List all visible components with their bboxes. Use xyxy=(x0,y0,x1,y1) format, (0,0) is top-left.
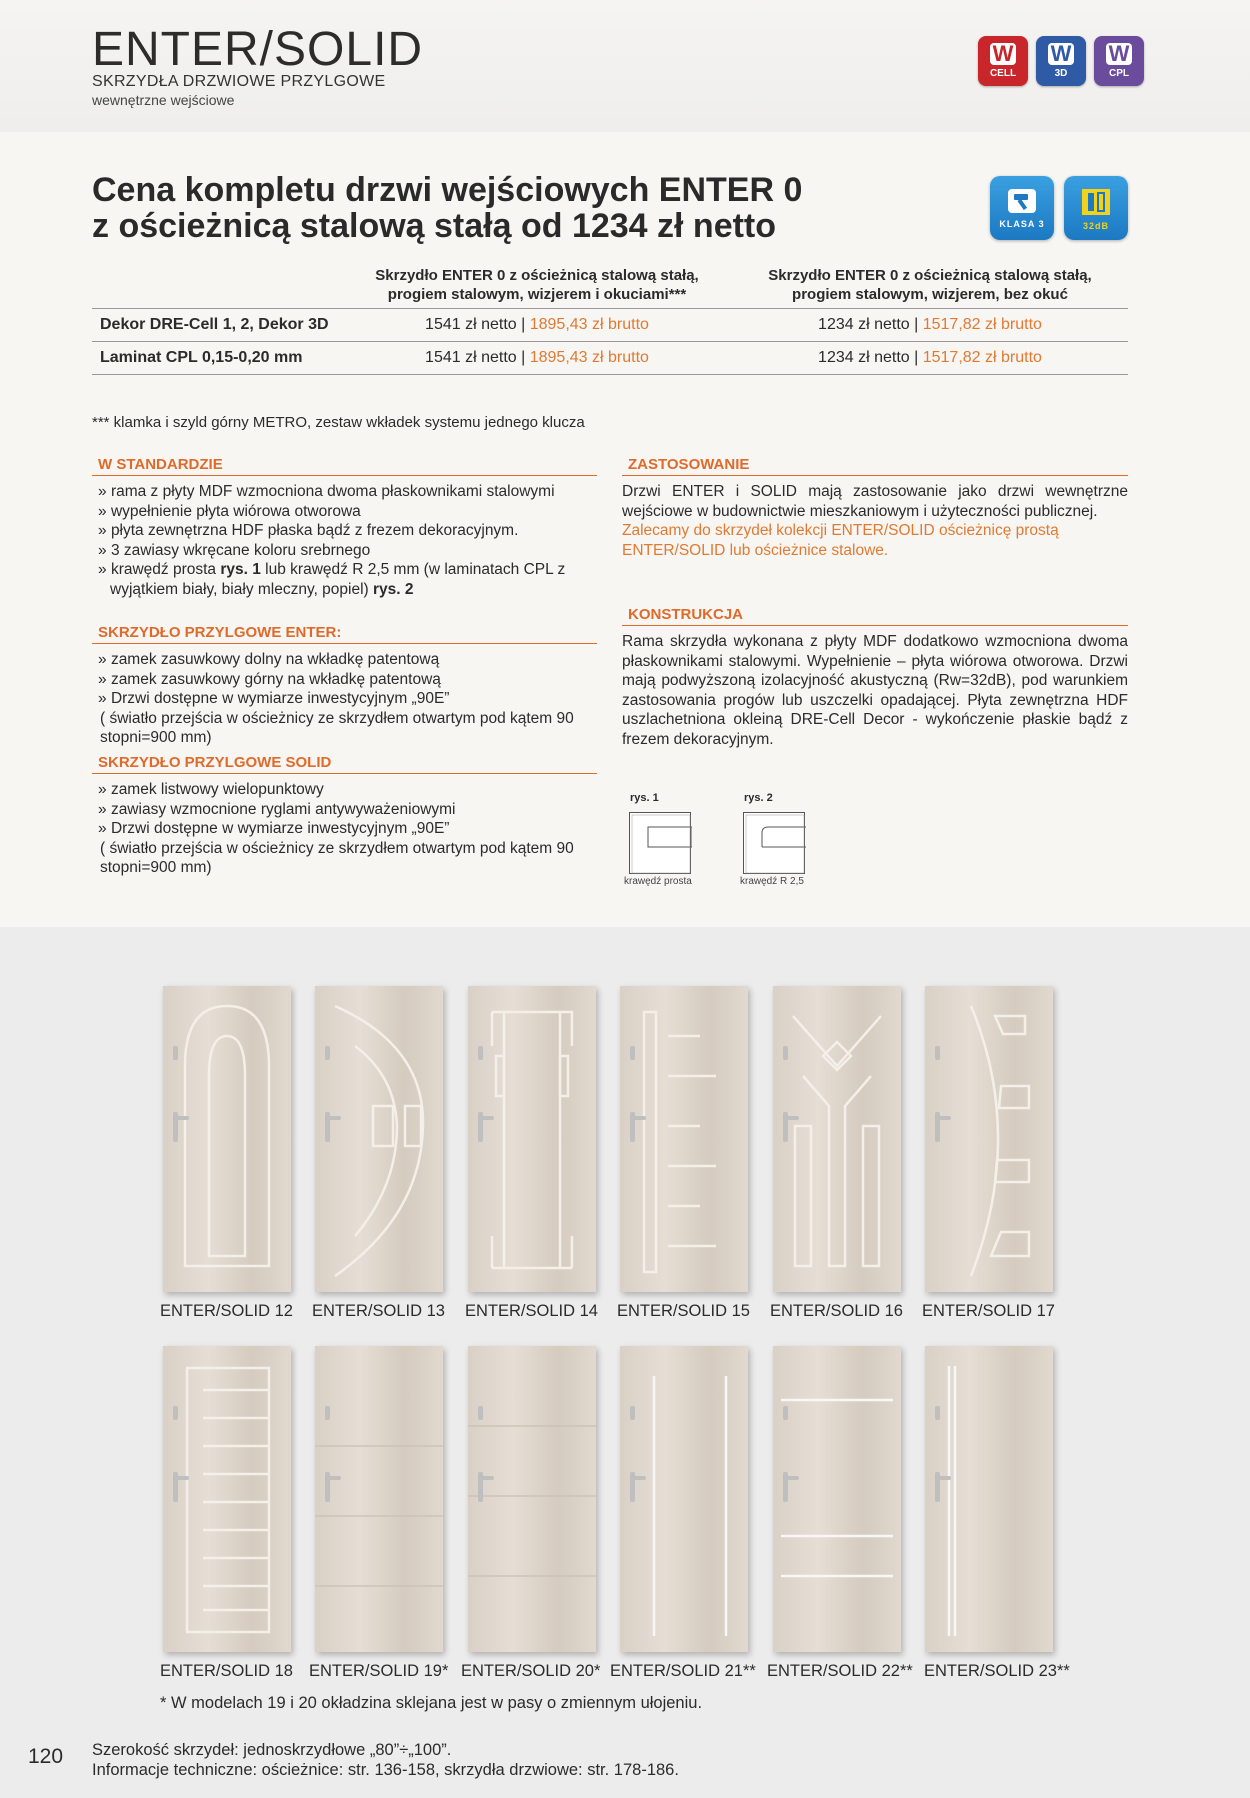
page-number: 120 xyxy=(28,1745,64,1768)
finish-badges xyxy=(978,36,1144,86)
list-item: » zamek listwowy wielopunktowy xyxy=(92,780,602,800)
door-label: ENTER/SOLID 14 xyxy=(465,1302,598,1320)
3d-badge-icon: W 3D xyxy=(1036,36,1086,86)
construction-text: Rama skrzydła wykonana z płyty MDF dodatkowo wzmocniona dwoma płaskownikami stalowymi. Wypełnienie – płyta wiórowa otworowa. Drzwi mają podwyższoną izolacyjność akustyczną (Rw=32dB), pod warunkiem zastosowania progów lub uszczelki opadającej. Płyta zewnętrzna HDF uszlachetniona okleiną DRE-Cell Decor - wykończenie płaskie bądź z frezem dekoracyjnym. xyxy=(622,633,1128,748)
usage-text: Drzwi ENTER i SOLID mają zastosowanie jako drzwi wewnętrzne wejściowe w budownictwie mieszkaniowym i użyteczności publicznej. Zalecamy do skrzydeł kolekcji ENTER/SOLID ościeżnicę prostą ENTER/SOLID lub ościeżnice stalowe. xyxy=(622,483,1128,559)
door-label: ENTER/SOLID 21** xyxy=(610,1662,756,1680)
door-label: ENTER/SOLID 16 xyxy=(770,1302,903,1320)
hammer-icon xyxy=(1005,187,1039,217)
door-label: ENTER/SOLID 19* xyxy=(309,1662,449,1680)
figure-1-label: rys. 1 xyxy=(630,792,659,804)
list-item: ( światło przejścia w ościeżnicy ze skrzydłem otwartym pod kątem 90 stopni=900 mm) xyxy=(100,839,574,876)
door-label: ENTER/SOLID 12 xyxy=(160,1302,293,1320)
solid-heading: SKRZYDŁO PRZYLGOWE SOLID xyxy=(92,754,597,774)
models-footnote: * W modelach 19 i 20 okładzina sklejana jest w pasy o zmiennym ułojeniu. xyxy=(160,1694,703,1712)
standard-list xyxy=(92,482,602,599)
page-header xyxy=(0,0,1250,132)
list-item: » krawędź prosta rys. 1 lub krawędź R 2,5 mm (w laminatach CPL z wyjątkiem biały, biały mleczny, popiel) rys. 2 xyxy=(92,560,602,599)
list-item: » rama z płyty MDF wzmocniona dwoma płaskownikami stalowymi xyxy=(92,482,602,502)
door-label: ENTER/SOLID 13 xyxy=(312,1302,445,1320)
list-item: » Drzwi dostępne w wymiarze inwestycyjnym „90E” xyxy=(92,689,602,709)
figure-1-caption: krawędź prosta xyxy=(624,876,692,887)
table-row: Laminat CPL 0,15-0,20 mm 1541 zł netto | 1895,43 zł brutto 1234 zł netto | 1517,82 zł brutto xyxy=(92,342,1128,375)
footer-info: Szerokość skrzydeł: jednoskrzydłowe „80”÷„100”. Informacje techniczne: ościeżnice: str. 136-158, skrzydła drzwiowe: str. 178-186. xyxy=(92,1741,679,1779)
standard-heading: W STANDARDZIE xyxy=(92,456,597,476)
door-image xyxy=(163,986,291,1292)
list-item: » płyta zewnętrzna HDF płaska bądź z frezem dekoracyjnym. xyxy=(92,521,602,541)
usage-heading: ZASTOSOWANIE xyxy=(622,456,1128,476)
list-item: » zamek zasuwkowy dolny na wkładkę patentową xyxy=(92,650,602,670)
door-label: ENTER/SOLID 20* xyxy=(461,1662,601,1680)
fittings-note: *** klamka i szyld górny METRO, zestaw wkładek systemu jednego klucza xyxy=(92,414,585,431)
door-label: ENTER/SOLID 22** xyxy=(767,1662,913,1680)
usage-recommendation: Zalecamy do skrzydeł kolekcji ENTER/SOLID ościeżnicę prostą ENTER/SOLID lub ościeżnice stalowe. xyxy=(622,522,1059,559)
figure-2-label: rys. 2 xyxy=(744,792,773,804)
burglary-class-badge: KLASA 3 xyxy=(990,176,1054,240)
page-subtitle-secondary: wewnętrzne wejściowe xyxy=(92,92,235,108)
list-item: » 3 zawiasy wkręcane koloru srebrnego xyxy=(92,541,602,561)
construction-heading: KONSTRUKCJA xyxy=(622,606,1128,626)
door-image xyxy=(620,986,748,1292)
door-label: ENTER/SOLID 18 xyxy=(160,1662,293,1680)
door-image xyxy=(163,1346,291,1652)
enter-list xyxy=(92,650,602,748)
door-image xyxy=(925,1346,1053,1652)
door-image xyxy=(468,986,596,1292)
rounded-edge-diagram xyxy=(743,812,805,874)
cpl-badge-icon: W CPL xyxy=(1094,36,1144,86)
price-title: Cena kompletu drzwi wejściowych ENTER 0 z ościeżnicą stalową stałą od 1234 zł netto xyxy=(92,171,803,245)
door-image xyxy=(773,986,901,1292)
door-label: ENTER/SOLID 15 xyxy=(617,1302,750,1320)
sound-insulation-icon xyxy=(1076,185,1116,219)
door-image xyxy=(468,1346,596,1652)
price-table-header xyxy=(92,264,1128,309)
list-item: » wypełnienie płyta wiórowa otworowa xyxy=(92,502,602,522)
acoustic-badge: 32dB xyxy=(1064,176,1128,240)
list-item: » zawiasy wzmocnione ryglami antywyważeniowymi xyxy=(92,800,602,820)
door-label: ENTER/SOLID 17 xyxy=(922,1302,1055,1320)
page-subtitle: SKRZYDŁA DRZWIOWE PRZYLGOWE xyxy=(92,73,386,90)
page-title: ENTER/SOLID xyxy=(92,23,424,76)
solid-list xyxy=(92,780,602,878)
price-table xyxy=(92,264,1128,375)
door-image xyxy=(773,1346,901,1652)
price-col-with-fittings: Skrzydło ENTER 0 z ościeżnicą stalową stałą, progiem stalowym, wizjerem i okuciami*** xyxy=(342,264,732,309)
door-image xyxy=(315,1346,443,1652)
list-item: » zamek zasuwkowy górny na wkładkę patentową xyxy=(92,670,602,690)
list-item: ( światło przejścia w ościeżnicy ze skrzydłem otwartym pod kątem 90 stopni=900 mm) xyxy=(100,709,574,746)
door-label: ENTER/SOLID 23** xyxy=(924,1662,1070,1680)
door-image xyxy=(620,1346,748,1652)
list-item: » Drzwi dostępne w wymiarze inwestycyjnym „90E” xyxy=(92,819,602,839)
straight-edge-diagram xyxy=(629,812,691,874)
price-col-without-fittings: Skrzydło ENTER 0 z ościeżnicą stalową stałą, progiem stalowym, wizjerem, bez okuć xyxy=(732,264,1128,309)
enter-heading: SKRZYDŁO PRZYLGOWE ENTER: xyxy=(92,624,597,644)
door-image xyxy=(315,986,443,1292)
table-row: Dekor DRE-Cell 1, 2, Dekor 3D 1541 zł netto | 1895,43 zł brutto 1234 zł netto | 1517,82 zł brutto xyxy=(92,309,1128,342)
cell-badge-icon: W CELL xyxy=(978,36,1028,86)
figure-2-caption: krawędź R 2,5 xyxy=(740,876,804,887)
door-image xyxy=(925,986,1053,1292)
